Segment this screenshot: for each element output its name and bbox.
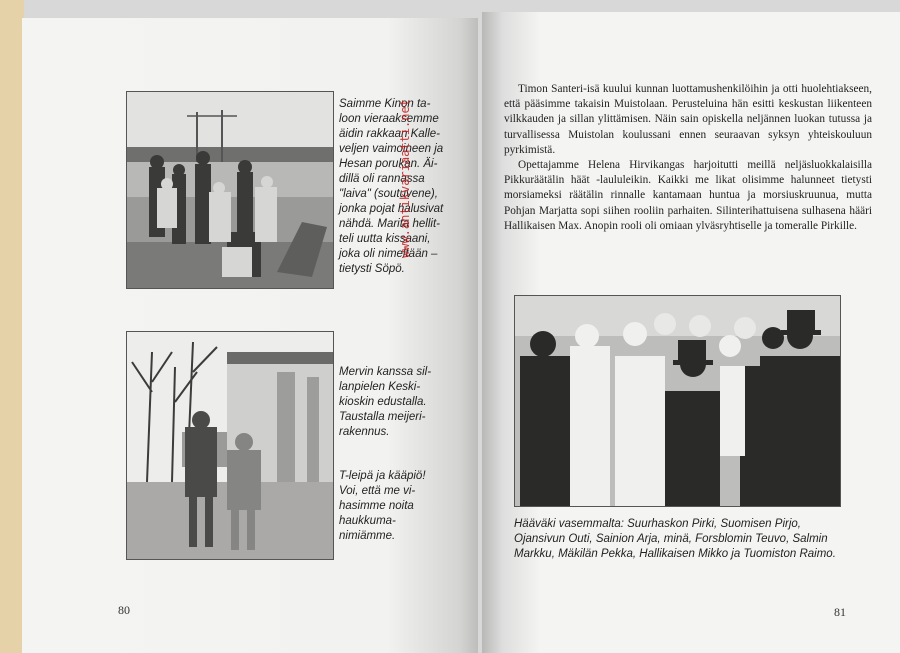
photo-family-at-shore	[126, 91, 334, 289]
caption-nicknames: T-leipä ja kääpiö! Voi, että me vi- hasimme noita haukkuma- nimiämme.	[339, 470, 426, 542]
caption-kiosk-photo: Mervin kanssa sil- lanpielen Keski- kioskin edustalla. Taustalla meijeri- rakennus.	[339, 366, 432, 438]
book-edge	[0, 0, 24, 653]
paragraph-2: Opettajamme Helena Hirvikangas harjoitutti meillä neljäsluokkalaisilla Pikkuräätälin häät -laululeikin. Kaikki me likat olisimme halunneet tietysti morsiameksi räätälin rinnalle kantamaan huntua ja morsiuskruunua, mutta Pohjan Marjatta sopi siihen rooliin parhaiten. Silinterihattuisena sulhasena hääri Hallikaisen Max. Anopin rooli oli omiaan ylväsryhtiselle ja tomeralle Pirkille.	[504, 159, 872, 232]
right-page	[482, 12, 900, 653]
caption-family-photo: Saimme Kinon ta- loon vieraaksemme äidin rakkaan Kalle- veljen vaimoineen ja Hesan porukan. Äi- dillä oli rannassa "laiva" (soutuvene), jonka pojat halusivat nähdä. Marita hellit- teli uutta kissaani, joka oli nimeltään – tietysti Söpö.	[339, 98, 444, 275]
page-number-right: 81	[834, 605, 846, 619]
body-text	[504, 82, 872, 234]
caption-wedding-photo: Hääväki vasemmalta: Suurhaskon Pirki, Suomisen Pirjo, Ojansivun Outi, Sainion Arja, minä, Forsblomin Teuvo, Salmin Markku, Mäkilän Pekka, Hallikaisen Mikko ja Tuomiston Raimo.	[514, 518, 836, 560]
photo-wedding-play-group	[514, 295, 841, 507]
paragraph-1: Timon Santeri-isä kuului kunnan luottamushenkilöihin ja otti huolehtiakseen, että pääsimme takaisin Muistolaan. Perusteluina hän esitti keskustan liikenteen vilkkauden ja sillan ylittämisen. Näin sain opiskella neljännen luokan tutussa ja turvallisessa Muistolan koulussani ennen seuraavan syksyn yhteiskouluun pyrkimistä.	[504, 83, 872, 156]
photo-two-girls-kiosk	[126, 331, 334, 560]
watermark: www.antikvariaatti.net	[398, 99, 412, 258]
page-number-left: 80	[118, 603, 130, 617]
left-page	[22, 18, 478, 653]
